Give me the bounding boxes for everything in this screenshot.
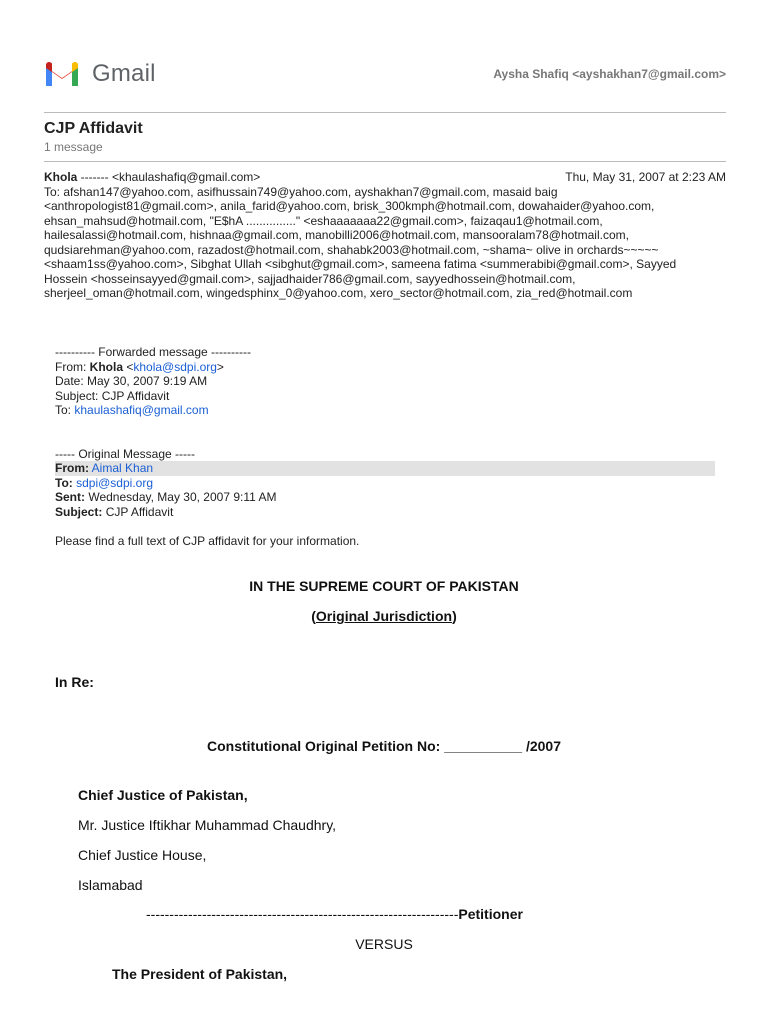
forwarded-from — [55, 360, 715, 375]
original-sent — [55, 490, 715, 505]
original-to — [55, 476, 715, 491]
petitioner-dashes: ------------------------------------------------------------------- — [146, 906, 459, 922]
sender-line — [44, 170, 726, 185]
gmail-header — [44, 58, 726, 94]
recipient-line: hailesalassi@hotmail.com, hishnaa@gmail.com, manobilli2006@hotmail.com, mansooralam78@hotmail.com, — [44, 228, 629, 242]
original-note: Please find a full text of CJP affidavit for your information. — [55, 533, 360, 548]
forwarded-to — [55, 403, 715, 418]
message-header — [44, 170, 726, 301]
recipient-line: <anthropologist81@gmail.com>, anila_farid@yahoo.com, brisk_300kmph@hotmail.com, dowahaider@yahoo.com, — [44, 199, 655, 213]
message-body — [55, 345, 715, 548]
header-divider — [44, 112, 726, 113]
account-label: Aysha Shafiq <ayshakhan7@gmail.com> — [493, 67, 726, 81]
jurisdiction-heading — [0, 608, 768, 624]
petitioner-line — [146, 906, 523, 922]
original-sent-value: Wednesday, May 30, 2007 9:11 AM — [88, 490, 277, 504]
original-from-label: From: — [55, 461, 89, 475]
jurisdiction-open: ( — [311, 608, 316, 624]
original-subject-label: Subject: — [55, 504, 103, 519]
original-to-label: To: — [55, 475, 73, 490]
sender — [44, 170, 260, 185]
message-count: 1 message — [44, 140, 103, 154]
forwarded-date: Date: May 30, 2007 9:19 AM — [55, 374, 208, 388]
forwarded-subject: Subject: CJP Affidavit — [55, 388, 170, 403]
sender-name: Khola — [44, 170, 78, 184]
subject-divider — [44, 161, 726, 162]
original-subject — [55, 505, 715, 520]
recipient-line: qudsiarehman@yahoo.com, razadost@hotmail.com, shahabk2003@hotmail.com, ~shama~ olive in orchards~~~~~ — [44, 242, 659, 257]
original-header: ----- Original Message ----- — [55, 446, 196, 461]
forwarded-to-email-link[interactable]: khaulashafiq@gmail.com — [74, 403, 209, 417]
recipient-line: sherjeel_oman@hotmail.com, wingedsphinx_0@yahoo.com, xero_sector@hotmail.com, zia_red@hotmail.com — [44, 286, 633, 300]
versus-label: VERSUS — [355, 936, 413, 952]
thread-subject: CJP Affidavit — [44, 120, 143, 137]
petitioner-address: Chief Justice House, — [78, 847, 207, 863]
forwarded-from-close: > — [216, 359, 224, 374]
jurisdiction-text: Original Jurisdiction — [315, 608, 453, 624]
recipient-line: ehsan_mahsud@hotmail.com, "E$hA ..............." <eshaaaaaaa22@gmail.com>, faizaqau1@hotmail.com, — [44, 213, 603, 228]
petitioner-title: Chief Justice of Pakistan, — [78, 787, 248, 803]
sender-email: ------- <khaulashafiq@gmail.com> — [77, 170, 261, 184]
petitioner-city: Islamabad — [78, 877, 143, 893]
recipient-line: <shaam1ss@yahoo.com>, Sibghat Ullah <sibghut@gmail.com>, sameena fatima <summerabibi@gmail.com>, Sayyed — [44, 257, 677, 271]
respondent-title: The President of Pakistan, — [112, 966, 288, 982]
jurisdiction-close: ) — [452, 608, 457, 624]
message-date: Thu, May 31, 2007 at 2:23 AM — [565, 170, 726, 184]
forwarded-from-email-link[interactable]: khola@sdpi.org — [133, 359, 217, 374]
forwarded-to-label: To: — [55, 403, 75, 417]
in-re-label: In Re: — [55, 674, 94, 690]
gmail-logo-icon — [44, 60, 80, 88]
court-heading: IN THE SUPREME COURT OF PAKISTAN — [249, 578, 519, 594]
original-sent-label: Sent: — [55, 490, 85, 504]
forwarded-from-open: < — [123, 359, 134, 374]
petitioner-name: Mr. Justice Iftikhar Muhammad Chaudhry, — [78, 817, 337, 833]
recipient-line: Hossein <hosseinsayyed@gmail.com>, sajjadhaider786@gmail.com, sayyedhossein@hotmail.com, — [44, 271, 576, 286]
original-from — [55, 461, 715, 476]
forwarded-header: ---------- Forwarded message ---------- — [55, 345, 251, 359]
original-from-name-link[interactable]: Aimal Khan — [91, 461, 154, 475]
petitioner-label: Petitioner — [458, 906, 523, 922]
recipient-line: To: afshan147@yahoo.com, asifhussain749@yahoo.com, ayshakhan7@gmail.com, masaid baig — [44, 184, 558, 199]
forwarded-from-label: From: — [55, 359, 90, 374]
original-subject-value: CJP Affidavit — [105, 504, 174, 519]
petition-number: Constitutional Original Petition No: __________ /2007 — [207, 738, 561, 754]
gmail-wordmark: Gmail — [92, 60, 156, 87]
original-to-email-link[interactable]: sdpi@sdpi.org — [76, 475, 153, 490]
forwarded-from-name: Khola — [89, 359, 124, 374]
